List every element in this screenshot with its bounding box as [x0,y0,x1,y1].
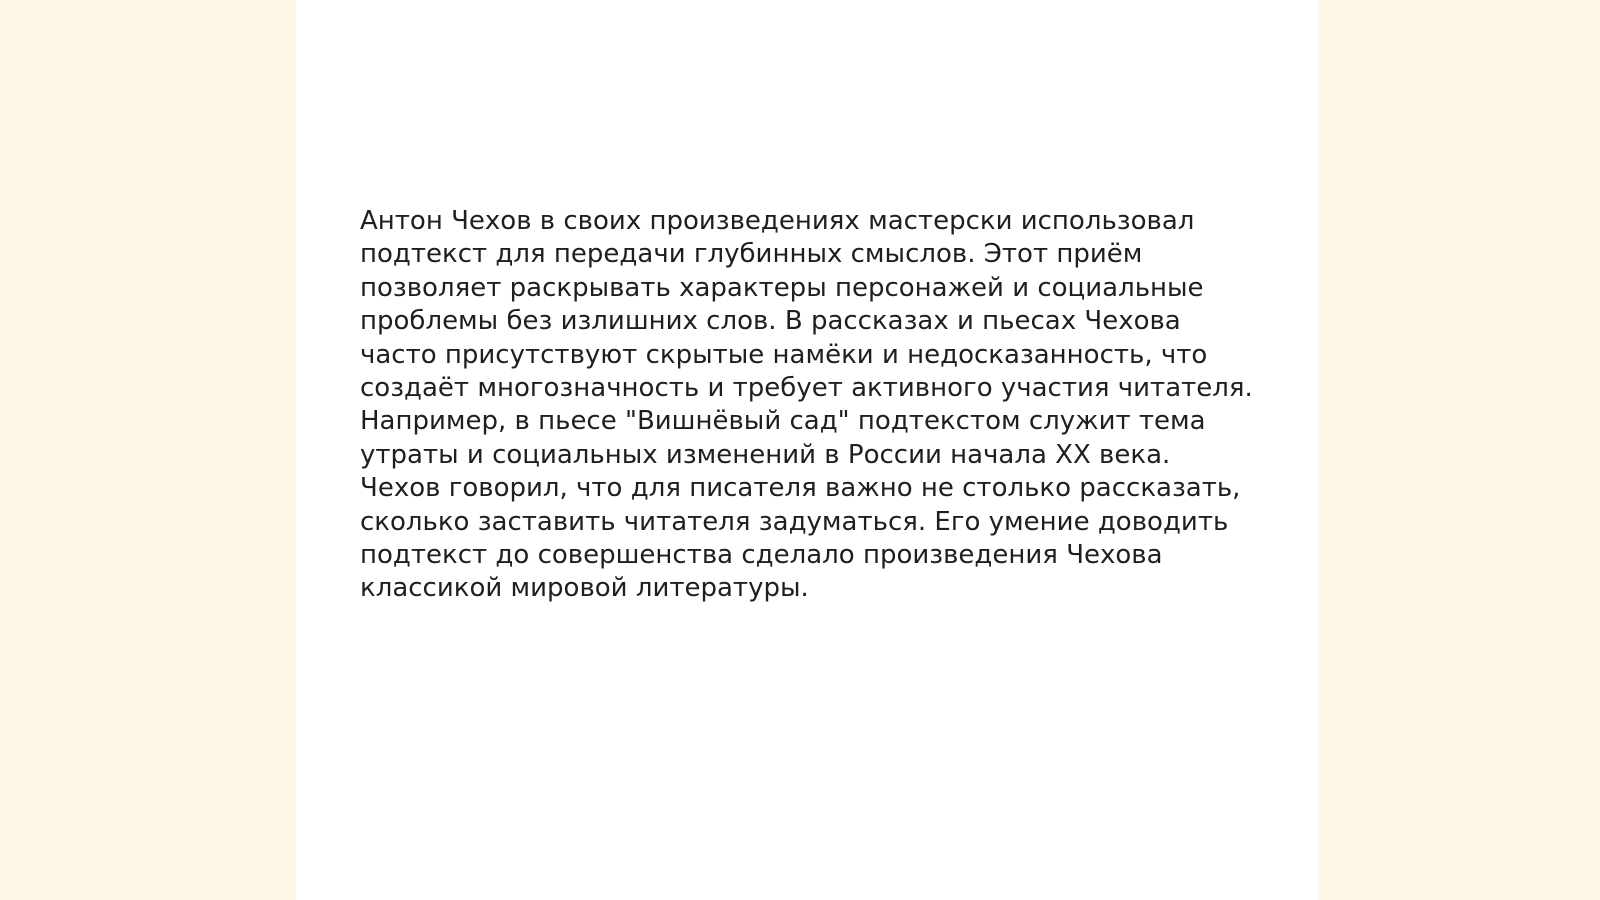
paragraph-line: позволяет раскрывать характеры персонажей и социальные [360,272,1204,303]
paragraph-line: утраты и социальных изменений в России начала XX века. [360,439,1171,470]
body-paragraph [360,205,1260,606]
paragraph-line: подтекст для передачи глубинных смыслов. Этот приём [360,239,1143,270]
paragraph-line: классикой мировой литературы. [360,573,809,604]
paragraph-line: Антон Чехов в своих произведениях мастерски использовал [360,206,1195,236]
document-page [296,0,1318,900]
paragraph-line: Например, в пьесе "Вишнёвый сад" подтекстом служит тема [360,406,1206,437]
paragraph-line: сколько заставить читателя задуматься. Его умение доводить [360,506,1229,537]
paragraph-line: создаёт многозначность и требует активного участия читателя. [360,373,1253,404]
paragraph-line: часто присутствуют скрытые намёки и недосказанность, что [360,339,1208,370]
paragraph-line: подтекст до совершенства сделало произведения Чехова [360,540,1163,571]
paragraph-line: Чехов говорил, что для писателя важно не столько рассказать, [360,473,1241,504]
paragraph-line: проблемы без излишних слов. В рассказах и пьесах Чехова [360,306,1181,337]
